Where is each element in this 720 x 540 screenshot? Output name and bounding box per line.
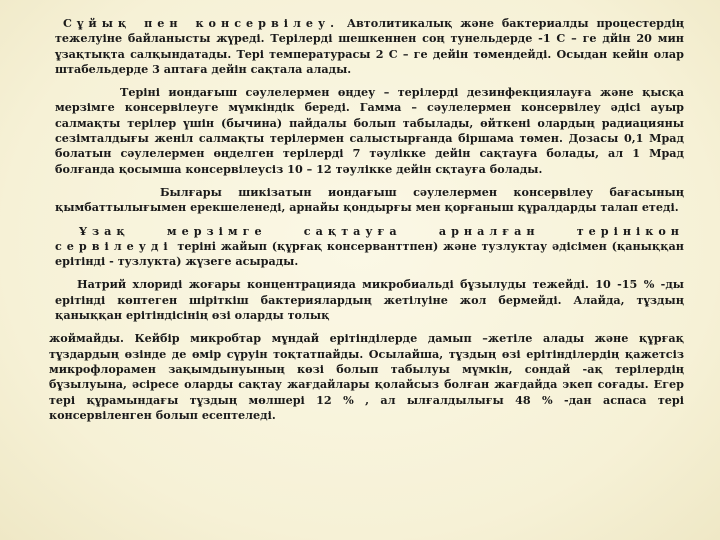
paragraph-ionizing-radiation: Теріні иондағыш сәулелермен өңдеу – терілерді дезинфекциялауға және қысқа мерзімге консервілеуге мүмкіндік береді. Гамма – сәулелермен консервілеу әдісі ауыр салмақты терілер үшін (бычина) пайдалы болып табылады, өйткені олардың радиацияны сезімталдығы женіл салмақты терілермен салыстырғанда біршама төмен. Дозасы 0,1 Мрад болатын сәулелермен өңделген терілерді 7 тәулікке дейін сақтауға болады, ал 1 Мрад болғанда қосымша консервілеусіз 10 – 12 тәулікке дейін сқтауға болады. [55, 85, 684, 176]
document-body [49, 16, 684, 423]
heading-long-term-storage: Ұзақ мерзімге сақтауға арналған терінікон сервілеуді [55, 223, 684, 253]
paragraph-text: Автолитикалық және бактериалды процестердің тежелуіне байланысты жүреді. Терілерді шешкеннен соң тунельдерде -1 С – ге дйін 20 мин ұзақтықта салқындатады. Тері температурасы 2 С – ге дейін төмендейді. Осыдан кейін олар штабельдерде 3 аптаға дейін сақтала алады. [55, 16, 684, 76]
paragraph-text: терінi жайып (құрғақ консерванттпен) және тузлуктау әдісімен (қаныққан ерітінді - тузлукта) жүзеге асырады. [55, 238, 684, 269]
heading-liquid-preservation: Сұйық пен консервілеу. [63, 16, 340, 30]
paragraph-sodium-chloride: Натрий хлориді жоғары концентрацияда микробиальді бұзылуды тежейді. 10 -15 % -ды ерітінді көптеген шіріткіш бактериялардың жетілуіне жол бермейді. Алайда, тұздың қаныққан ерітіндісінің өзі оларды толық [55, 277, 684, 323]
paragraph-microbes: жоймайды. Кейбір микробтар мұндай ерітінділерде дамып –жетіле алады және құрғақ тұздардың өзінде де өмір сүруін тоқтатпайды. Осылайша, тұздың өзі ерітінділердің қажетсіз микрофлорамен зақымдынуының көзі болып табылуы мүмкін, сондай -ақ терілердің бұзылуына, әсіресе оларды сақтау жағдайлары қолайсыз болған жағдайда экеп соғады. Егер тері құрамындағы тұздың мөлшері 12 % , ал ылғалдылығы 48 % -дан аспаса тері консервіленген болып есептеледі. [49, 331, 684, 422]
paragraph-long-term-storage [55, 224, 684, 270]
paragraph-liquid-preservation [55, 16, 684, 77]
paragraph-radiation-cost: Былғары шикізатын иондағыш сәулелермен консервілеу бағасының қымбаттылығымен ерекшеленеді, арнайы қондырғы мен қорғаныш құралдарды талап етеді. [55, 184, 684, 215]
